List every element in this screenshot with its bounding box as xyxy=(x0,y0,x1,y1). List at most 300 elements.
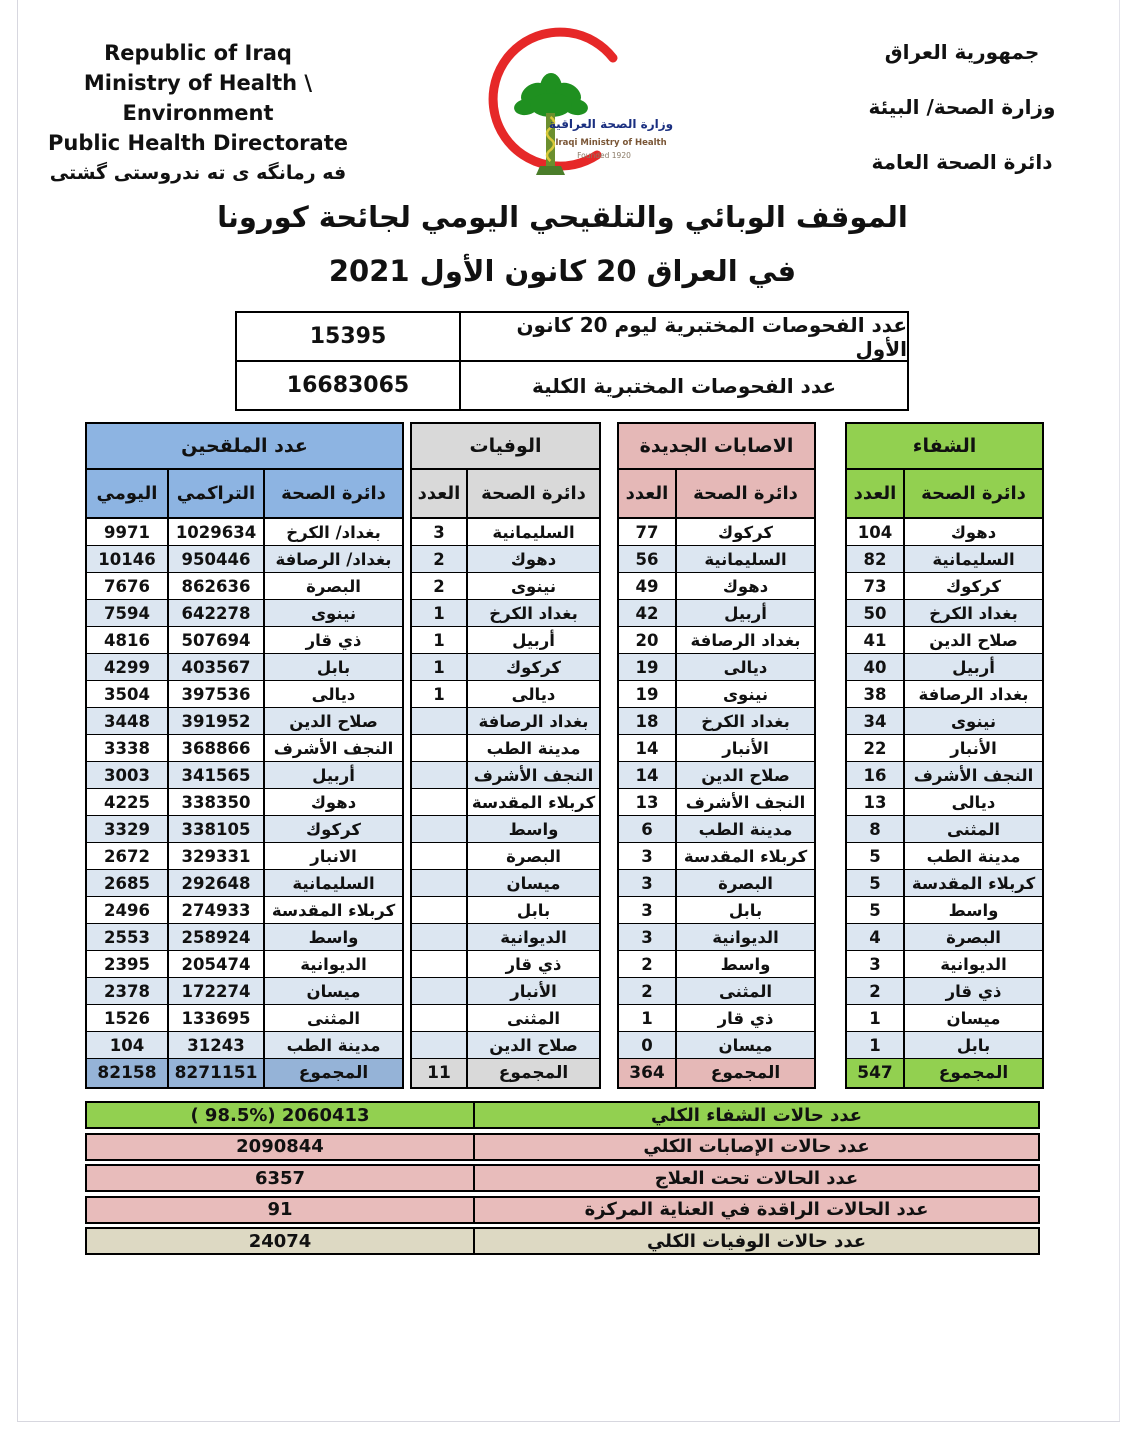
province-name-cell: ذي قار xyxy=(675,1005,814,1031)
table-row xyxy=(412,519,599,546)
province-name-cell: الديوانية xyxy=(903,951,1042,977)
value-cell: 2378 xyxy=(104,981,150,1001)
new-infections-table-title: الاصابات الجديدة xyxy=(619,424,814,470)
deaths-table-header xyxy=(412,470,599,519)
table-row xyxy=(412,762,599,789)
deaths-table xyxy=(410,422,601,1089)
value-cell: 56 xyxy=(635,549,659,569)
value-cell: 73 xyxy=(863,576,887,596)
value-cell: 2395 xyxy=(104,954,150,974)
summary-label: عدد حالات الوفيات الكلي xyxy=(646,1230,867,1252)
total-cell: المجموع xyxy=(903,1059,1042,1087)
province-name-cell: كربلاء المقدسة xyxy=(263,897,402,923)
table-row xyxy=(87,654,402,681)
province-name-cell: السليمانية xyxy=(903,546,1042,572)
total-cell: 82158 xyxy=(97,1063,157,1083)
province-name-cell: بغداد الكرخ xyxy=(903,600,1042,626)
total-tests-value: 16683065 xyxy=(237,362,461,409)
province-name-cell: صلاح الدين xyxy=(675,762,814,788)
table-row xyxy=(847,600,1042,627)
value-cell: 42 xyxy=(635,603,659,623)
value-cell: 16 xyxy=(863,765,887,785)
value-cell: 82 xyxy=(863,549,887,569)
province-name-cell: نينوى xyxy=(903,708,1042,734)
table-row xyxy=(619,789,814,816)
table-row xyxy=(87,1032,402,1059)
table-row xyxy=(412,1005,599,1032)
value-cell: 172274 xyxy=(167,978,263,1004)
header-english-line: Public Health Directorate xyxy=(48,131,348,155)
value-cell xyxy=(412,951,466,977)
value-cell: 49 xyxy=(635,576,659,596)
table-row xyxy=(412,735,599,762)
province-name-cell: مدينة الطب xyxy=(903,843,1042,869)
header-arabic-block xyxy=(842,40,1082,205)
table-row xyxy=(412,627,599,654)
summary-label: عدد الحالات الراقدة في العناية المركزة xyxy=(584,1199,929,1220)
table-row xyxy=(412,600,599,627)
province-name-cell: دهوك xyxy=(263,789,402,815)
province-name-cell: كربلاء المقدسة xyxy=(675,843,814,869)
province-name-cell: الأنبار xyxy=(466,978,599,1004)
province-name-cell: ذي قار xyxy=(466,951,599,977)
province-name-cell: أربيل xyxy=(675,600,814,626)
value-cell: 950446 xyxy=(167,546,263,572)
column-header: اليومي xyxy=(96,483,158,504)
table-row xyxy=(847,762,1042,789)
province-name-cell: أربيل xyxy=(263,762,402,788)
province-name-cell: الديوانية xyxy=(466,924,599,950)
province-name-cell: البصرة xyxy=(466,843,599,869)
summary-label: عدد الحالات تحت العلاج xyxy=(654,1167,859,1189)
value-cell: 104 xyxy=(109,1035,145,1055)
table-row xyxy=(847,546,1042,573)
header-arabic-line: دائرة الصحة العامة xyxy=(871,150,1053,174)
province-name-cell: بغداد الكرخ xyxy=(466,600,599,626)
province-name-cell: بغداد الرصافة xyxy=(675,627,814,653)
logo-english-text: Iraqi Ministry of Health xyxy=(555,138,667,148)
value-cell: 1 xyxy=(433,684,445,704)
column-header: العدد xyxy=(417,483,461,504)
value-cell xyxy=(412,789,466,815)
table-row xyxy=(87,546,402,573)
value-cell: 10146 xyxy=(98,549,156,569)
table-row xyxy=(847,654,1042,681)
province-name-cell: ذي قار xyxy=(263,627,402,653)
value-cell: 1526 xyxy=(104,1008,150,1028)
table-row xyxy=(412,951,599,978)
value-cell: 4225 xyxy=(104,792,150,812)
table-row xyxy=(87,843,402,870)
province-name-cell: النجف الأشرف xyxy=(263,735,402,761)
value-cell: 9971 xyxy=(104,522,150,542)
value-cell: 3329 xyxy=(104,819,150,839)
province-name-cell: بغداد الرصافة xyxy=(903,681,1042,707)
table-row xyxy=(87,1005,402,1032)
table-row xyxy=(619,843,814,870)
value-cell: 40 xyxy=(863,657,887,677)
value-cell: 3 xyxy=(641,900,653,920)
total-cell: المجموع xyxy=(466,1059,599,1087)
value-cell: 2 xyxy=(641,954,653,974)
table-row xyxy=(412,1032,599,1059)
column-header: دائرة الصحة xyxy=(263,470,402,517)
total-tests-label: عدد الفحوصات المختبرية الكلية xyxy=(531,373,837,398)
table-row xyxy=(847,870,1042,897)
province-name-cell: بغداد/ الرصافة xyxy=(263,546,402,572)
table-row xyxy=(619,573,814,600)
table-row xyxy=(619,681,814,708)
recovery-table-title: الشفاء xyxy=(847,424,1042,470)
table-row xyxy=(412,789,599,816)
value-cell: 3504 xyxy=(104,684,150,704)
value-cell: 20 xyxy=(635,630,659,650)
value-cell xyxy=(412,1005,466,1031)
province-name-cell: واسط xyxy=(263,924,402,950)
province-name-cell: الأنبار xyxy=(903,735,1042,761)
value-cell: 2 xyxy=(433,576,445,596)
summary-label: عدد حالات الشفاء الكلي xyxy=(650,1104,863,1126)
value-cell: 7676 xyxy=(104,576,150,596)
new-infections-table-total-row xyxy=(619,1059,814,1087)
total-cell: المجموع xyxy=(263,1059,402,1087)
province-name-cell: واسط xyxy=(675,951,814,977)
daily-tests-value: 15395 xyxy=(237,313,461,360)
table-row xyxy=(847,789,1042,816)
value-cell: 14 xyxy=(635,765,659,785)
province-name-cell: كركوك xyxy=(466,654,599,680)
value-cell: 1 xyxy=(433,603,445,623)
report-title-line2: في العراق 20 كانون الأول 2021 xyxy=(328,254,797,288)
table-row xyxy=(87,762,402,789)
table-row xyxy=(847,627,1042,654)
value-cell: 2 xyxy=(869,981,881,1001)
table-row xyxy=(87,735,402,762)
value-cell: 0 xyxy=(641,1035,653,1055)
province-name-cell: كربلاء المقدسة xyxy=(466,789,599,815)
vaccinated-table xyxy=(85,422,404,1089)
table-row xyxy=(619,924,814,951)
province-name-cell: النجف الأشرف xyxy=(903,762,1042,788)
table-row xyxy=(412,843,599,870)
value-cell xyxy=(412,897,466,923)
province-name-cell: واسط xyxy=(903,897,1042,923)
province-name-cell: مدينة الطب xyxy=(263,1032,402,1058)
totals-summary-table xyxy=(85,1101,1040,1259)
table-row xyxy=(619,978,814,1005)
table-row xyxy=(619,1005,814,1032)
summary-row xyxy=(85,1133,1040,1161)
summary-value: ( 98.5%) 2060413 xyxy=(87,1103,475,1127)
table-row xyxy=(412,573,599,600)
header-arabic-line: جمهورية العراق xyxy=(884,40,1040,64)
table-row xyxy=(619,1032,814,1059)
value-cell: 403567 xyxy=(167,654,263,680)
total-cell: 11 xyxy=(427,1063,451,1083)
table-row xyxy=(619,654,814,681)
table-row xyxy=(87,573,402,600)
value-cell: 1 xyxy=(433,657,445,677)
table-row xyxy=(87,816,402,843)
summary-row xyxy=(85,1101,1040,1129)
summary-value: 6357 xyxy=(87,1166,475,1190)
deaths-table-body xyxy=(412,519,599,1059)
province-name-cell: نينوى xyxy=(675,681,814,707)
palm-tree-icon xyxy=(513,73,589,117)
table-row xyxy=(87,627,402,654)
value-cell: 341565 xyxy=(167,762,263,788)
ministry-logo xyxy=(478,18,673,186)
summary-label: عدد حالات الإصابات الكلي xyxy=(643,1136,870,1157)
value-cell: 1 xyxy=(641,1008,653,1028)
value-cell: 6 xyxy=(641,819,653,839)
column-header: التراكمي xyxy=(167,470,263,517)
page-edge-bottom xyxy=(17,1421,1120,1422)
province-name-cell: ميسان xyxy=(903,1005,1042,1031)
province-name-cell: الديوانية xyxy=(263,951,402,977)
value-cell xyxy=(412,735,466,761)
table-row xyxy=(412,654,599,681)
column-header: العدد xyxy=(625,483,669,504)
table-row xyxy=(847,897,1042,924)
table-row xyxy=(412,816,599,843)
province-name-cell: كركوك xyxy=(675,519,814,545)
value-cell: 3448 xyxy=(104,711,150,731)
logo-arabic-text: وزارة الصحة العراقية xyxy=(548,117,673,131)
province-name-cell: النجف الأشرف xyxy=(466,762,599,788)
province-name-cell: ديالى xyxy=(263,681,402,707)
value-cell: 1 xyxy=(433,630,445,650)
value-cell: 862636 xyxy=(167,573,263,599)
value-cell: 41 xyxy=(863,630,887,650)
table-row xyxy=(619,951,814,978)
province-name-cell: بغداد الرصافة xyxy=(466,708,599,734)
table-row xyxy=(412,870,599,897)
value-cell: 38 xyxy=(863,684,887,704)
recovery-table-header xyxy=(847,470,1042,519)
summary-value: 24074 xyxy=(87,1229,475,1253)
table-row xyxy=(847,951,1042,978)
value-cell xyxy=(412,843,466,869)
province-name-cell: نينوى xyxy=(263,600,402,626)
province-name-cell: الأنبار xyxy=(675,735,814,761)
province-name-cell: أربيل xyxy=(466,627,599,653)
value-cell xyxy=(412,870,466,896)
table-row xyxy=(847,978,1042,1005)
value-cell: 7594 xyxy=(104,603,150,623)
value-cell xyxy=(412,1032,466,1058)
value-cell: 2496 xyxy=(104,900,150,920)
value-cell: 338350 xyxy=(167,789,263,815)
value-cell: 104 xyxy=(857,522,893,542)
summary-value: 91 xyxy=(87,1198,475,1222)
total-cell: 547 xyxy=(857,1063,893,1083)
province-name-cell: صلاح الدين xyxy=(466,1032,599,1058)
table-row xyxy=(847,1005,1042,1032)
value-cell: 3003 xyxy=(104,765,150,785)
recovery-table xyxy=(845,422,1044,1089)
province-name-cell: الديوانية xyxy=(675,924,814,950)
value-cell: 3 xyxy=(641,846,653,866)
value-cell xyxy=(412,978,466,1004)
daily-tests-label: عدد الفحوصات المختبرية ليوم 20 كانون الأول xyxy=(516,312,907,361)
province-name-cell: المثنى xyxy=(675,978,814,1004)
table-row xyxy=(847,924,1042,951)
value-cell: 1029634 xyxy=(167,519,263,545)
table-row xyxy=(847,681,1042,708)
total-cell: 8271151 xyxy=(167,1059,263,1087)
province-name-cell: كركوك xyxy=(903,573,1042,599)
header-kurdish-line: فه رمانگه ی ته ندروستی گشتی xyxy=(49,162,347,184)
value-cell: 2685 xyxy=(104,873,150,893)
province-name-cell: ميسان xyxy=(675,1032,814,1058)
table-row xyxy=(87,951,402,978)
value-cell: 34 xyxy=(863,711,887,731)
value-cell: 31243 xyxy=(167,1032,263,1058)
province-name-cell: نينوى xyxy=(466,573,599,599)
table-row xyxy=(619,735,814,762)
lab-tests-table xyxy=(235,311,909,411)
table-row xyxy=(619,546,814,573)
vaccinated-table-body xyxy=(87,519,402,1059)
province-name-cell: ميسان xyxy=(466,870,599,896)
value-cell: 3 xyxy=(641,927,653,947)
value-cell: 2 xyxy=(641,981,653,1001)
province-name-cell: كربلاء المقدسة xyxy=(903,870,1042,896)
table-row xyxy=(412,897,599,924)
table-row xyxy=(87,924,402,951)
value-cell: 13 xyxy=(863,792,887,812)
deaths-table-title: الوفيات xyxy=(412,424,599,470)
value-cell: 205474 xyxy=(167,951,263,977)
summary-row xyxy=(85,1196,1040,1224)
deaths-table-total-row xyxy=(412,1059,599,1087)
column-header: دائرة الصحة xyxy=(466,470,599,517)
value-cell: 18 xyxy=(635,711,659,731)
table-row xyxy=(619,870,814,897)
vaccinated-table-total-row xyxy=(87,1059,402,1087)
vaccinated-table-title: عدد الملقحين xyxy=(87,424,402,470)
province-name-cell: مدينة الطب xyxy=(466,735,599,761)
recovery-table-body xyxy=(847,519,1042,1059)
province-name-cell: المثنى xyxy=(466,1005,599,1031)
value-cell: 77 xyxy=(635,522,659,542)
table-row xyxy=(619,708,814,735)
value-cell: 19 xyxy=(635,657,659,677)
table-row xyxy=(237,362,907,409)
table-row xyxy=(619,816,814,843)
value-cell: 22 xyxy=(863,738,887,758)
province-name-cell: مدينة الطب xyxy=(675,816,814,842)
column-header: دائرة الصحة xyxy=(903,470,1042,517)
value-cell xyxy=(412,924,466,950)
header-arabic-line: وزارة الصحة/ البيئة xyxy=(868,95,1056,119)
column-header: دائرة الصحة xyxy=(675,470,814,517)
province-name-cell: المثنى xyxy=(263,1005,402,1031)
table-row xyxy=(412,681,599,708)
value-cell: 642278 xyxy=(167,600,263,626)
value-cell: 14 xyxy=(635,738,659,758)
report-title xyxy=(0,190,1125,298)
table-row xyxy=(619,600,814,627)
province-name-cell: بابل xyxy=(263,654,402,680)
value-cell: 338105 xyxy=(167,816,263,842)
value-cell: 3 xyxy=(433,522,445,542)
province-name-cell: المثنى xyxy=(903,816,1042,842)
table-row xyxy=(847,843,1042,870)
table-row xyxy=(412,924,599,951)
value-cell: 329331 xyxy=(167,843,263,869)
province-name-cell: ديالى xyxy=(466,681,599,707)
table-row xyxy=(87,519,402,546)
value-cell: 8 xyxy=(869,819,881,839)
value-cell: 391952 xyxy=(167,708,263,734)
table-row xyxy=(619,762,814,789)
value-cell xyxy=(412,708,466,734)
province-name-cell: السليمانية xyxy=(263,870,402,896)
province-name-cell: بابل xyxy=(903,1032,1042,1058)
report-title-line1: الموقف الوبائي والتلقيحي اليومي لجائحة كورونا xyxy=(217,200,908,234)
table-row xyxy=(847,816,1042,843)
province-name-cell: النجف الأشرف xyxy=(675,789,814,815)
summary-value: 2090844 xyxy=(87,1135,475,1159)
value-cell: 258924 xyxy=(167,924,263,950)
table-row xyxy=(87,870,402,897)
province-name-cell: واسط xyxy=(466,816,599,842)
summary-row xyxy=(85,1227,1040,1255)
table-row xyxy=(87,789,402,816)
value-cell: 4 xyxy=(869,927,881,947)
value-cell: 397536 xyxy=(167,681,263,707)
province-name-cell: دهوك xyxy=(466,546,599,572)
table-row xyxy=(237,313,907,362)
value-cell: 2553 xyxy=(104,927,150,947)
value-cell: 3 xyxy=(869,954,881,974)
table-row xyxy=(619,897,814,924)
table-row xyxy=(619,627,814,654)
province-name-cell: ديالى xyxy=(903,789,1042,815)
total-cell: المجموع xyxy=(675,1059,814,1087)
value-cell: 4816 xyxy=(104,630,150,650)
province-name-cell: الانبار xyxy=(263,843,402,869)
value-cell: 5 xyxy=(869,846,881,866)
table-row xyxy=(87,978,402,1005)
new-infections-table-header xyxy=(619,470,814,519)
table-row xyxy=(847,1032,1042,1059)
value-cell: 368866 xyxy=(167,735,263,761)
province-name-cell: بغداد/ الكرخ xyxy=(263,519,402,545)
header-english-line: Republic of Iraq xyxy=(104,41,292,65)
province-name-cell: دهوك xyxy=(903,519,1042,545)
province-name-cell: السليمانية xyxy=(466,519,599,545)
value-cell: 507694 xyxy=(167,627,263,653)
header-english-block xyxy=(28,38,368,188)
table-row xyxy=(412,708,599,735)
recovery-table-total-row xyxy=(847,1059,1042,1087)
value-cell: 19 xyxy=(635,684,659,704)
value-cell: 2672 xyxy=(104,846,150,866)
header-english-line: Ministry of Health \ Environment xyxy=(83,71,313,125)
palm-base xyxy=(536,166,565,175)
table-row xyxy=(847,519,1042,546)
table-row xyxy=(412,546,599,573)
value-cell: 4299 xyxy=(104,657,150,677)
province-name-cell: البصرة xyxy=(903,924,1042,950)
value-cell: 292648 xyxy=(167,870,263,896)
value-cell: 3 xyxy=(641,873,653,893)
table-row xyxy=(412,978,599,1005)
vaccinated-table-header xyxy=(87,470,402,519)
